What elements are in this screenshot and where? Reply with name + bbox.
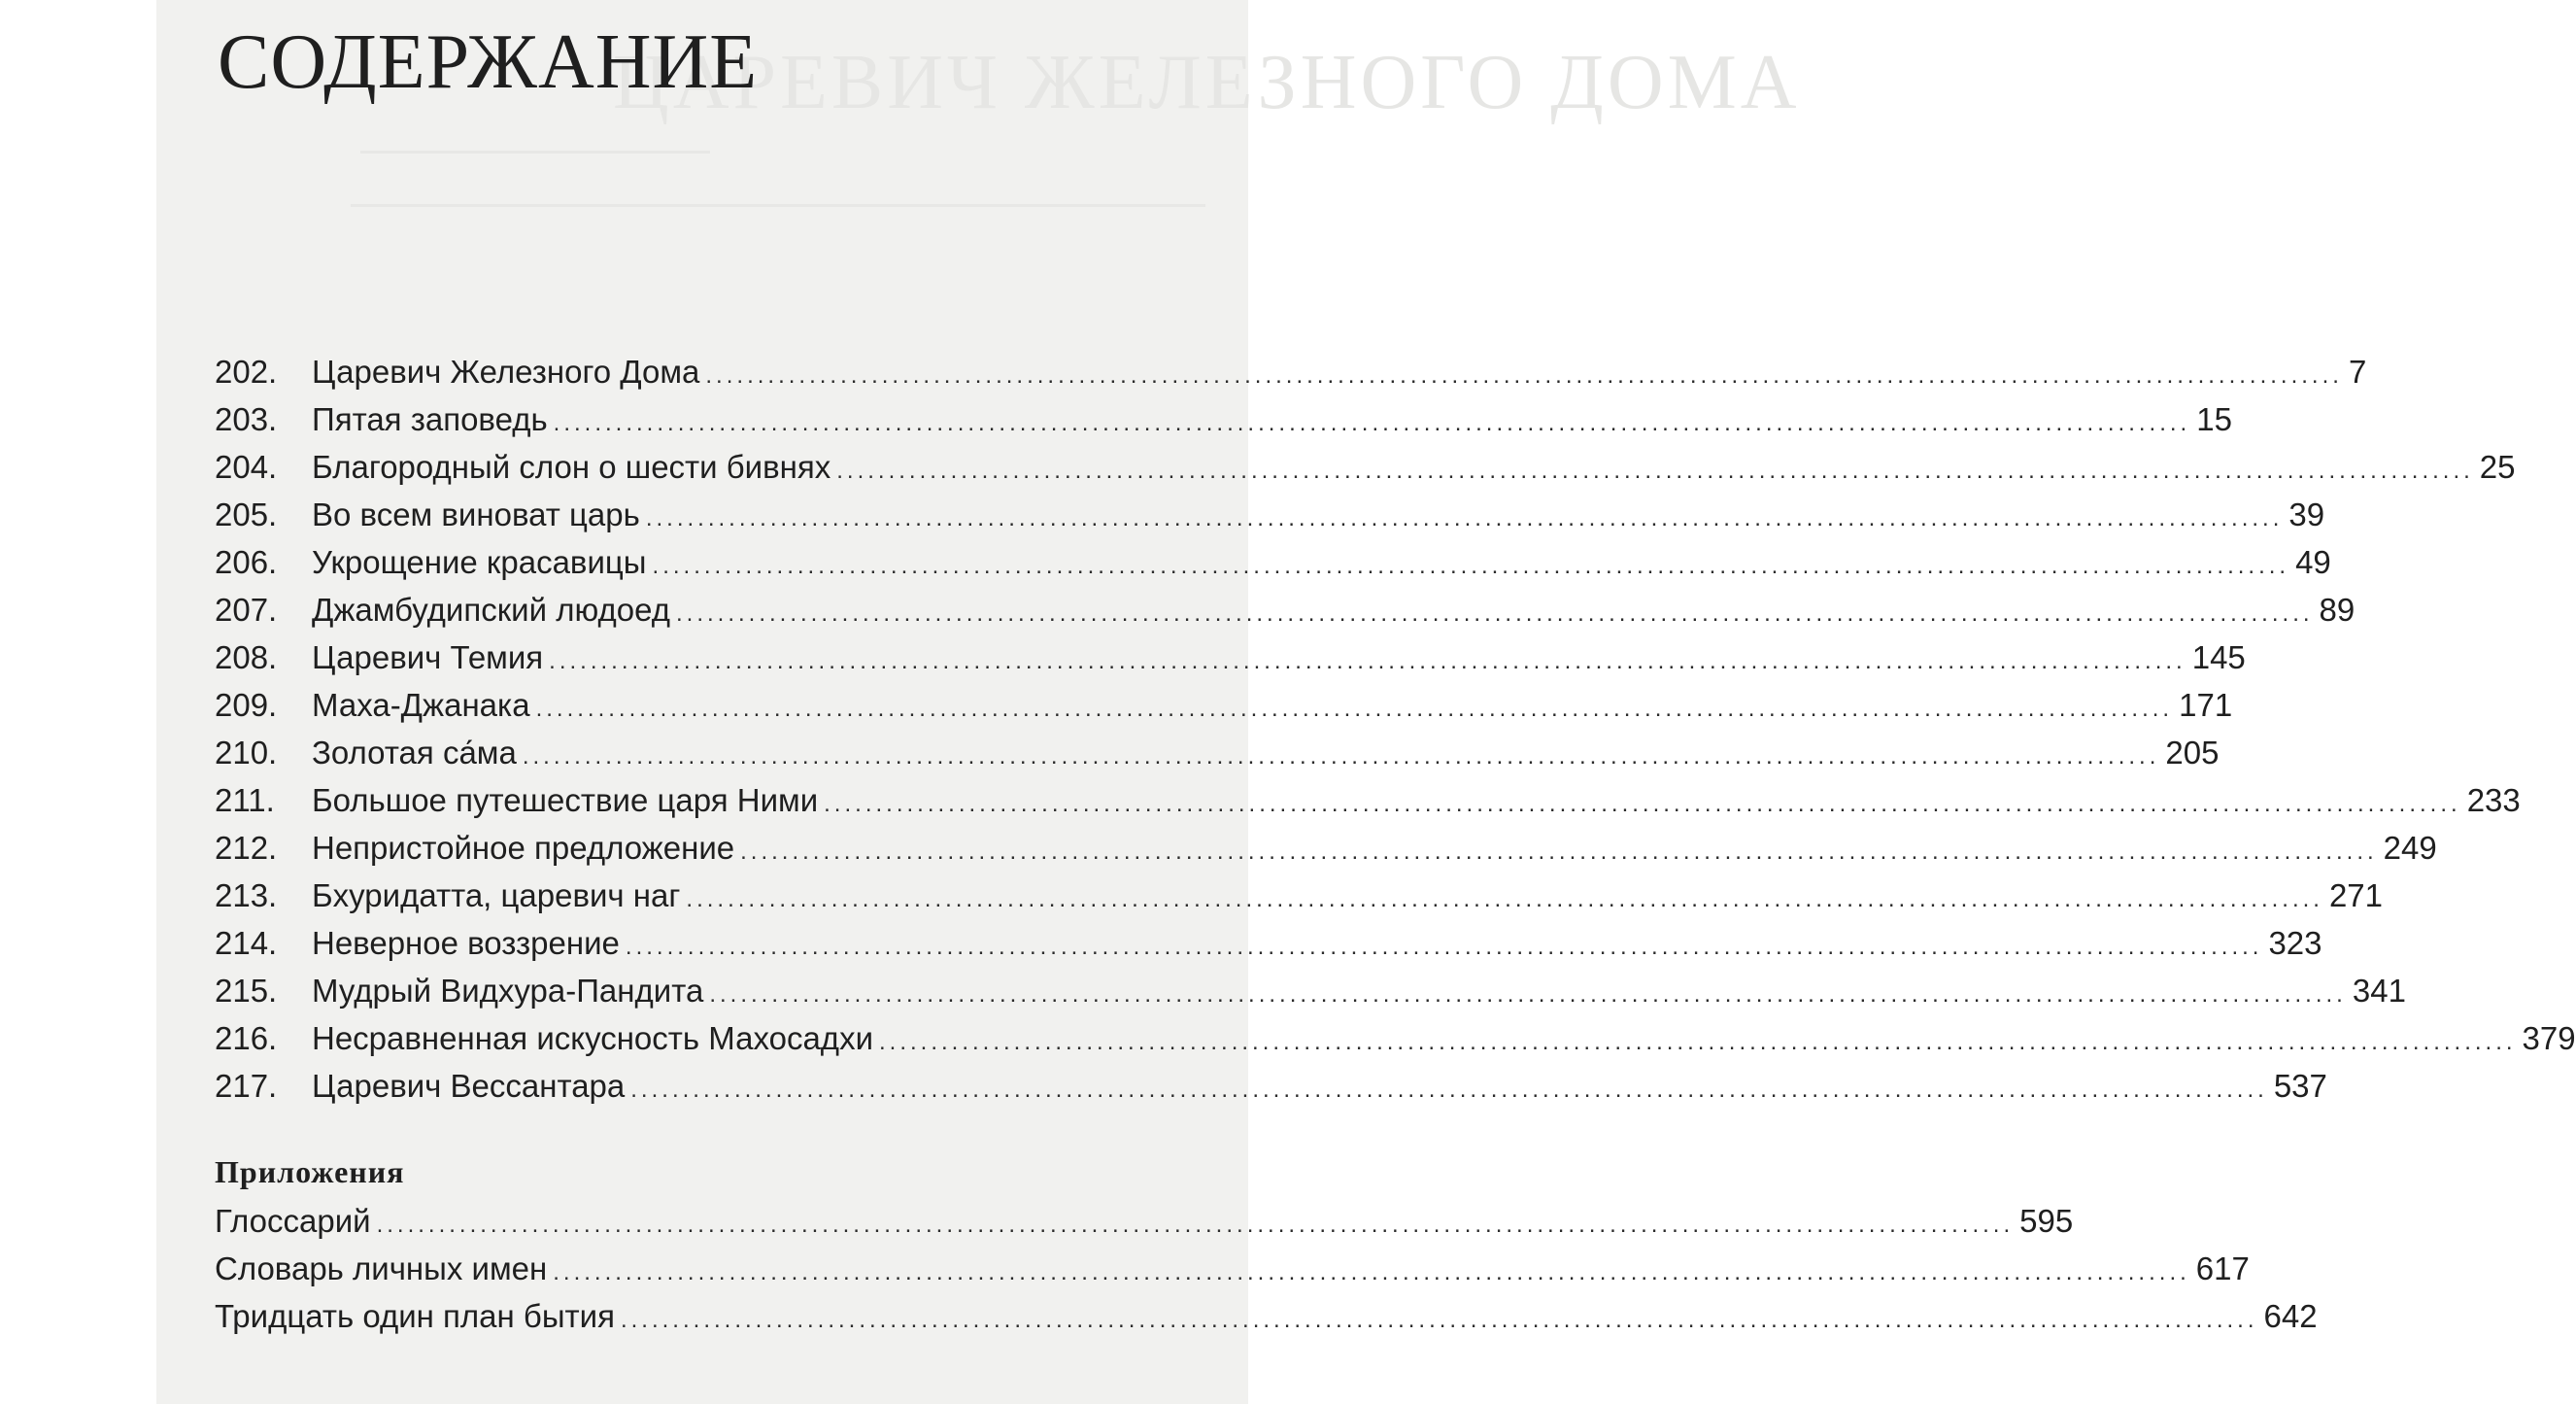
entry-number: 208. [215, 639, 278, 675]
toc-entry[interactable] [215, 348, 2367, 395]
bleed-through-line [360, 151, 710, 154]
toc-entry[interactable] [215, 443, 2516, 491]
dot-leader: .............................................................................................................................................................. [522, 743, 2160, 770]
book-page [156, 0, 2576, 1404]
table-of-contents [215, 348, 2576, 1340]
entry-title: Джамбудипский людоед [312, 592, 670, 628]
dot-leader: .............................................................................................................................................................. [620, 1307, 2258, 1333]
entry-page-number: 39 [2288, 497, 2325, 532]
entry-title: Укрощение красавицы [312, 544, 647, 580]
dot-leader: .............................................................................................................................................................. [625, 934, 2263, 960]
toc-entry[interactable] [215, 824, 2437, 872]
dot-leader: .............................................................................................................................................................. [675, 600, 2314, 627]
entry-page-number: 379 [2522, 1020, 2576, 1056]
entry-title: Во всем виноват царь [312, 497, 640, 532]
toc-entry[interactable] [215, 491, 2325, 538]
dot-leader: .............................................................................................................................................................. [836, 458, 2474, 484]
dot-leader: .............................................................................................................................................................. [709, 981, 2347, 1008]
dot-leader: .............................................................................................................................................................. [645, 505, 2284, 531]
entry-number: 212. [215, 830, 278, 866]
entry-title: Непристойное предложение [312, 830, 735, 866]
entry-number: 210. [215, 735, 278, 770]
dot-leader: .............................................................................................................................................................. [535, 696, 2174, 722]
toc-entry[interactable] [215, 776, 2521, 824]
entry-number: 217. [215, 1068, 278, 1104]
toc-entry[interactable] [215, 395, 2232, 443]
entry-title: Царевич Железного Дома [312, 354, 700, 390]
entry-page-number: 171 [2179, 687, 2233, 723]
toc-entry[interactable] [215, 872, 2384, 919]
entry-number: 216. [215, 1020, 278, 1056]
toc-entry[interactable] [215, 1014, 2576, 1062]
toc-entry[interactable] [215, 919, 2322, 967]
entry-number: 207. [215, 592, 278, 628]
appendix-heading: Приложения [215, 1154, 405, 1189]
toc-entry[interactable] [215, 1062, 2327, 1110]
entry-number: 202. [215, 354, 278, 390]
bleed-through-text: ЦАРЕВИЧ ЖЕЛЕЗНОГО ДОМА [613, 40, 1801, 125]
entry-page-number: 233 [2466, 782, 2521, 818]
entry-title: Пятая заповедь [312, 401, 548, 437]
entry-page-number: 537 [2273, 1068, 2327, 1104]
entry-page-number: 617 [2195, 1250, 2250, 1286]
entry-number: 211. [215, 782, 275, 818]
dot-leader: .............................................................................................................................................................. [824, 791, 2461, 817]
page-title: СОДЕРЖАНИЕ [218, 19, 759, 105]
appendix-entries [215, 1197, 2318, 1340]
entry-title: Глоссарий [215, 1203, 371, 1239]
toc-entry[interactable] [215, 681, 2233, 729]
appendix-entry[interactable] [215, 1292, 2318, 1340]
appendix-entry[interactable] [215, 1245, 2250, 1292]
entry-page-number: 271 [2328, 877, 2384, 913]
toc-entry[interactable] [215, 538, 2331, 586]
entry-title: Словарь личных имен [215, 1250, 548, 1286]
entry-page-number: 25 [2479, 449, 2516, 485]
entry-number: 214. [215, 925, 278, 961]
entry-title: Большое путешествие царя Ними [312, 782, 819, 818]
entry-number: 209. [215, 687, 278, 723]
entry-number: 213. [215, 877, 278, 913]
entry-page-number: 595 [2019, 1203, 2074, 1239]
entry-page-number: 7 [2348, 354, 2367, 390]
entry-title: Благородный слон о шести бивнях [312, 449, 831, 485]
bleed-through-line [351, 204, 1205, 207]
entry-page-number: 89 [2319, 592, 2356, 628]
toc-entry[interactable] [215, 634, 2246, 681]
entry-title: Тридцать один план бытия [215, 1298, 615, 1334]
entry-page-number: 15 [2196, 401, 2232, 437]
entry-page-number: 49 [2295, 544, 2331, 580]
entry-title: Царевич Вессантара [312, 1068, 626, 1104]
entry-title: Неверное воззрение [312, 925, 620, 961]
appendix-entry[interactable] [215, 1197, 2074, 1245]
toc-entry[interactable] [215, 586, 2356, 634]
dot-leader: .............................................................................................................................................................. [376, 1212, 2015, 1238]
entry-title: Мудрый Видхура-Пандита [312, 973, 704, 1009]
dot-leader: .............................................................................................................................................................. [630, 1077, 2268, 1103]
entry-page-number: 249 [2383, 830, 2437, 866]
dot-leader: .............................................................................................................................................................. [652, 553, 2290, 579]
entry-title: Несравненная искусность Махосадхи [312, 1020, 873, 1056]
entry-page-number: 145 [2191, 639, 2246, 675]
entry-title: Золотая са́ма [312, 735, 517, 770]
dot-leader: .............................................................................................................................................................. [553, 1259, 2190, 1285]
toc-entry[interactable] [215, 967, 2406, 1014]
entry-number: 215. [215, 973, 278, 1009]
entry-title: Бхуридатта, царевич наг [312, 877, 681, 913]
entry-page-number: 341 [2352, 973, 2406, 1009]
entry-page-number: 205 [2165, 735, 2220, 770]
entry-title: Царевич Темия [312, 639, 544, 675]
toc-entries [215, 348, 2576, 1110]
dot-leader: .............................................................................................................................................................. [879, 1029, 2517, 1055]
entry-page-number: 642 [2263, 1298, 2318, 1334]
entry-number: 205. [215, 497, 278, 532]
toc-entry[interactable] [215, 729, 2220, 776]
dot-leader: .............................................................................................................................................................. [705, 362, 2343, 389]
dot-leader: .............................................................................................................................................................. [686, 886, 2323, 912]
dot-leader: .............................................................................................................................................................. [549, 648, 2186, 674]
entry-page-number: 323 [2268, 925, 2322, 961]
entry-number: 203. [215, 401, 278, 437]
dot-leader: .............................................................................................................................................................. [553, 410, 2191, 436]
entry-number: 206. [215, 544, 278, 580]
entry-number: 204. [215, 449, 278, 485]
dot-leader: .............................................................................................................................................................. [740, 839, 2378, 865]
entry-title: Маха-Джанака [312, 687, 530, 723]
